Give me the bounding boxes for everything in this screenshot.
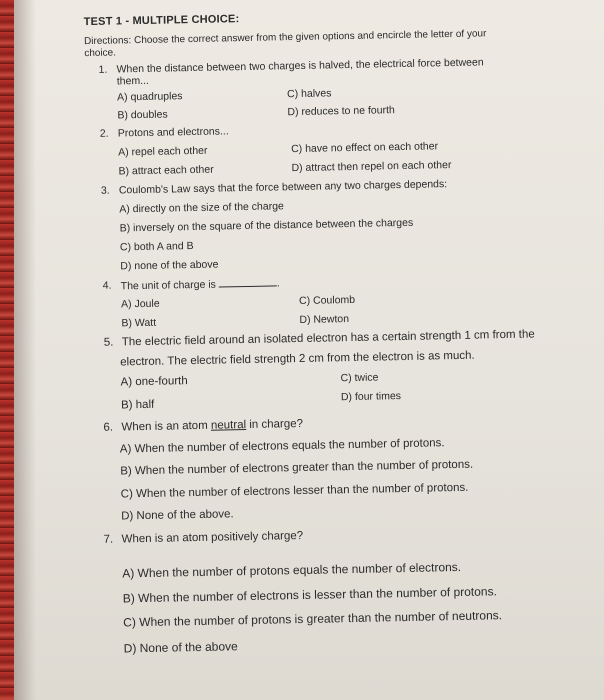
q3-number: 3. bbox=[100, 184, 110, 197]
q1-option-d[interactable]: D) reduces to ne fourth bbox=[287, 104, 395, 119]
directions-line-2: choice. bbox=[84, 47, 117, 60]
q6-text bbox=[121, 418, 303, 433]
q6-option-b[interactable]: B) When the number of electrons greater than the number of protons. bbox=[120, 458, 474, 478]
q7-text: When is an atom positively charge? bbox=[121, 529, 304, 546]
q5-option-a[interactable]: A) one-fourth bbox=[120, 375, 188, 389]
q1-text-line-2: them... bbox=[116, 74, 150, 88]
q7-option-d[interactable]: D) None of the above bbox=[123, 639, 238, 656]
q2-option-d[interactable]: D) attract then repel on each other bbox=[291, 159, 452, 175]
q5-text-line-2: electron. The electric field strength 2 cm from the electron is as much. bbox=[120, 349, 475, 369]
answer-blank[interactable] bbox=[219, 276, 277, 287]
q1-text-line-1: When the distance between two charges is halved, the electrical force between bbox=[116, 56, 484, 76]
q1-option-a[interactable]: A) quadruples bbox=[117, 90, 183, 104]
q6-option-a[interactable]: A) When the number of electrons equals the number of protons. bbox=[119, 437, 445, 456]
q4-text bbox=[121, 276, 280, 292]
q3-option-a[interactable]: A) directly on the size of the charge bbox=[119, 200, 284, 216]
q2-number: 2. bbox=[99, 127, 109, 140]
q4-option-d[interactable]: D) Newton bbox=[299, 313, 350, 327]
test-title: TEST 1 - MULTIPLE CHOICE: bbox=[83, 13, 240, 29]
q5-option-b[interactable]: B) half bbox=[120, 398, 155, 412]
q4-text-end: . bbox=[276, 277, 280, 290]
q2-option-a[interactable]: A) repel each other bbox=[118, 144, 208, 159]
q1-number: 1. bbox=[98, 63, 108, 76]
q6-text-prefix: When is an atom bbox=[121, 419, 208, 434]
q3-option-d[interactable]: D) none of the above bbox=[120, 258, 219, 273]
q3-option-c[interactable]: C) both A and B bbox=[119, 240, 194, 254]
directions-line-1: Directions: Choose the correct answer from the given options and encircle the letter of your bbox=[83, 28, 487, 48]
q2-text: Protons and electrons... bbox=[117, 125, 229, 140]
q6-option-d[interactable]: D) None of the above. bbox=[121, 508, 234, 523]
q7-option-c[interactable]: C) When the number of protons is greater than the number of neutrons. bbox=[123, 608, 503, 630]
q5-option-c[interactable]: C) twice bbox=[340, 371, 379, 385]
q7-option-b[interactable]: B) When the number of electrons is lesser than the number of protons. bbox=[122, 584, 498, 606]
q2-option-b[interactable]: B) attract each other bbox=[118, 163, 214, 178]
q7-number: 7. bbox=[103, 533, 114, 546]
q4-option-a[interactable]: A) Joule bbox=[120, 297, 160, 311]
q5-text-line-1: The electric field around an isolated electron has a certain strength 1 cm from the bbox=[121, 328, 535, 349]
q6-number: 6. bbox=[103, 421, 114, 434]
q5-number: 5. bbox=[103, 336, 114, 349]
q4-option-b[interactable]: B) Watt bbox=[121, 316, 157, 330]
q3-option-b[interactable]: B) inversely on the square of the distance between the charges bbox=[119, 216, 414, 235]
q6-text-suffix: in charge? bbox=[249, 417, 304, 431]
q3-text: Coulomb's Law says that the force between any two charges depends: bbox=[118, 178, 448, 197]
q4-option-c[interactable]: C) Coulomb bbox=[298, 293, 356, 308]
q4-text-main: The unit of charge is bbox=[120, 278, 216, 293]
q7-option-a[interactable]: A) When the number of protons equals the number of electrons. bbox=[122, 559, 462, 581]
q6-text-underlined: neutral bbox=[210, 419, 247, 432]
q1-option-b[interactable]: B) doubles bbox=[117, 108, 168, 122]
q6-option-c[interactable]: C) When the number of electrons lesser than the number of protons. bbox=[120, 481, 469, 501]
q5-option-d[interactable]: D) four times bbox=[340, 390, 402, 404]
q1-option-c[interactable]: C) halves bbox=[286, 87, 332, 101]
q4-number: 4. bbox=[102, 279, 112, 292]
q2-option-c[interactable]: C) have no effect on each other bbox=[291, 140, 439, 156]
